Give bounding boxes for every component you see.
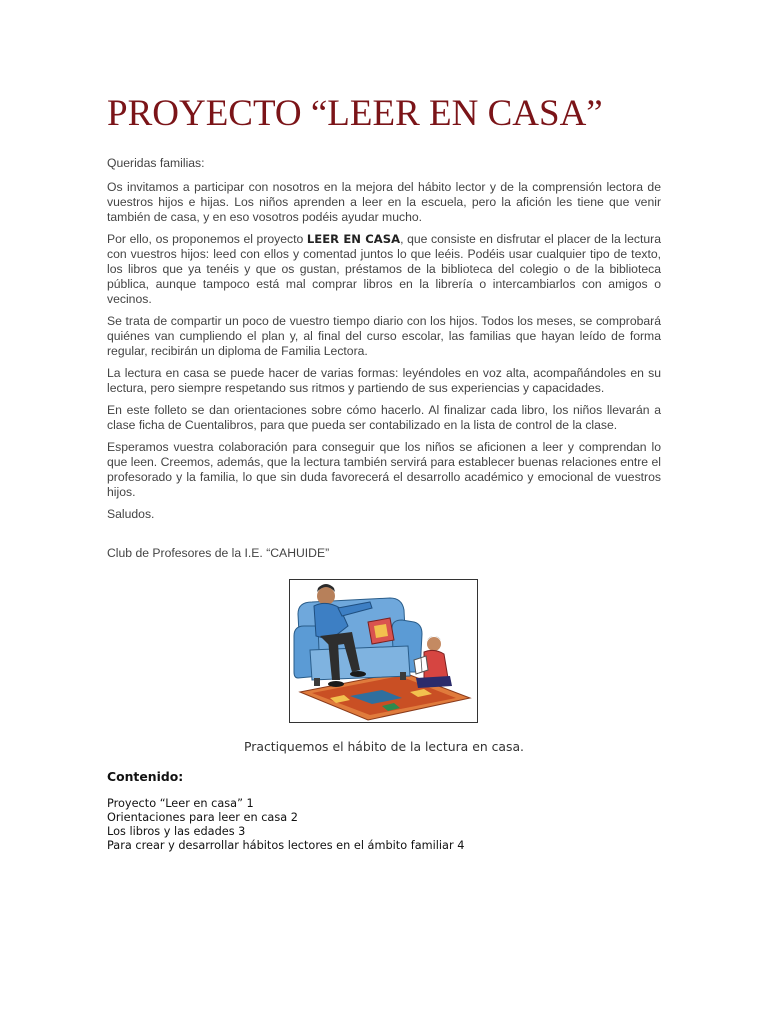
illustration-caption: Practiquemos el hábito de la lectura en casa. [244,739,524,754]
paragraph-booklet: En este folleto se dan orientaciones sobre cómo hacerlo. Al finalizar cada libro, los niños llevarán a clase ficha de Cuentalibros, para que pueda ser contabilizado en la lista de control de la clase. [107,403,661,432]
contents-heading: Contenido: [107,769,184,784]
contents-item: Proyecto “Leer en casa” 1 [107,797,254,810]
contents-list [107,797,464,853]
paragraph-time: Se trata de compartir un poco de vuestro tiempo diario con los hijos. Todos los meses, se comprobará quiénes van cumpliendo el plan y, al final del curso escolar, las familias que hayan leído de forma regular, recibirán un diploma de Familia Lectora. [107,314,661,358]
greeting-text: Queridas familias: [107,156,205,170]
reading-family-illustration [289,579,478,723]
father-child-reading-picture [290,580,477,722]
contents-item: Orientaciones para leer en casa 2 [107,811,298,824]
paragraph-reading-forms: La lectura en casa se puede hacer de varias formas: leyéndoles en voz alta, acompañándoles en su lectura, pero siempre respetando sus ritmos y partiendo de sus experiencias y capacidades. [107,366,661,395]
paragraph-invitation: Os invitamos a participar con nosotros en la mejora del hábito lector y de la comprensión lectora de vuestros hijos e hijas. Los niños aprenden a leer en la escuela, pero la afición les tiene que venir también de casa, y en eso vosotros podéis ayudar mucho. [107,180,661,224]
paragraph-project-intro: Por ello, os proponemos el proyecto [107,232,307,246]
contents-item: Para crear y desarrollar hábitos lectores en el ámbito familiar 4 [107,839,465,852]
contents-item: Los libros y las edades 3 [107,825,246,838]
signature-text: Club de Profesores de la I.E. “CAHUIDE” [107,546,330,560]
paragraph-project [107,232,661,307]
paragraph-project-rest: , que consiste en disfrutar el placer de la lectura con vuestros hijos: leed con ellos y comentad juntos lo que leéis. Podéis usar cualquier tipo de texto, los libros que ya tenéis y que os gustan, préstamos de la biblioteca del colegio o de la biblioteca pública, aunque tampoco está mal comprar libros en la librería o intercambiarlos con amigos o vecinos. [107,232,661,306]
letter-body [107,156,661,568]
document-title: PROYECTO “LEER EN CASA” [107,93,603,134]
closing-text: Saludos. [107,507,155,521]
project-name-bold: LEER EN CASA [306,232,401,246]
paragraph-collaboration: Esperamos vuestra colaboración para conseguir que los niños se aficionen a leer y comprendan lo que leen. Creemos, además, que la lectura también servirá para establecer buenas relaciones entre el profesorado y la familia, lo que sin duda favorecerá el desarrollo académico y emocional de vuestros hijos. [107,440,661,499]
